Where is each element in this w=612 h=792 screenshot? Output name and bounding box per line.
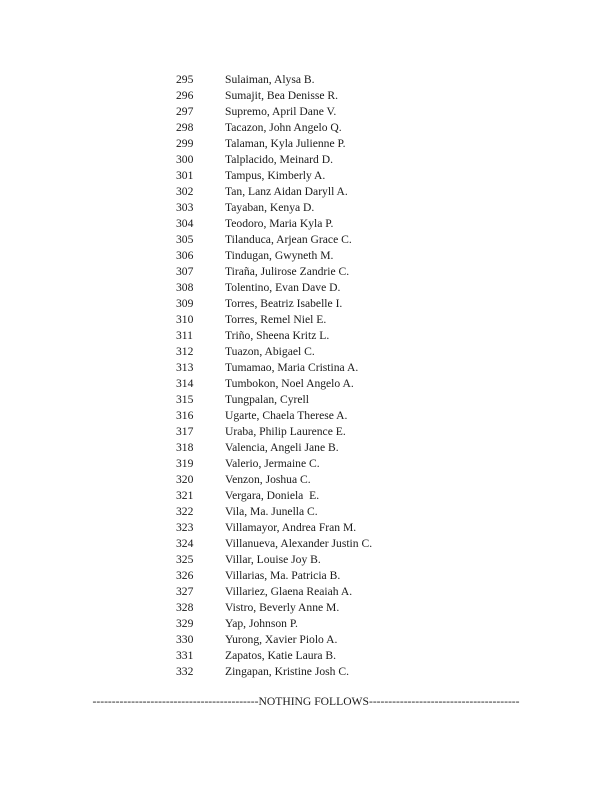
list-item: [0, 104, 612, 120]
entry-name: Torres, Remel Niel E.: [225, 313, 327, 326]
entry-number: 318: [176, 441, 194, 454]
list-item: [0, 504, 612, 520]
entry-number: 299: [176, 137, 194, 150]
entry-number: 332: [176, 665, 194, 678]
entry-number: 323: [176, 521, 194, 534]
entry-number: 304: [176, 217, 194, 230]
entry-number: 312: [176, 345, 194, 358]
entry-number: 305: [176, 233, 194, 246]
entry-name: Talplacido, Meinard D.: [225, 153, 334, 166]
entry-name: Zingapan, Kristine Josh C.: [225, 665, 349, 678]
entry-name: Zapatos, Katie Laura B.: [225, 649, 337, 662]
entry-name: Supremo, April Dane V.: [225, 105, 337, 118]
entry-number: 324: [176, 537, 194, 550]
entry-name: Vergara, Doniela E.: [225, 489, 320, 502]
entry-number: 307: [176, 265, 194, 278]
entry-number: 300: [176, 153, 194, 166]
entry-number: 309: [176, 297, 194, 310]
end-of-list-line: [72, 694, 540, 710]
list-item: [0, 584, 612, 600]
entry-number: 322: [176, 505, 194, 518]
entry-name: Tayaban, Kenya D.: [225, 201, 315, 214]
entry-number: 301: [176, 169, 194, 182]
entry-name: Tumamao, Maria Cristina A.: [225, 361, 359, 374]
entry-name: Triño, Sheena Kritz L.: [225, 329, 330, 342]
list-item: [0, 472, 612, 488]
list-item: [0, 152, 612, 168]
entry-number: 317: [176, 425, 194, 438]
entry-name: Tumbokon, Noel Angelo A.: [225, 377, 354, 390]
entry-number: 329: [176, 617, 194, 630]
list-item: [0, 88, 612, 104]
entry-number: 303: [176, 201, 194, 214]
entry-number: 331: [176, 649, 194, 662]
list-item: [0, 72, 612, 88]
entry-name: Vila, Ma. Junella C.: [225, 505, 318, 518]
list-item: [0, 616, 612, 632]
list-item: [0, 424, 612, 440]
entry-name: Tungpalan, Cyrell: [225, 393, 309, 406]
entry-name: Valencia, Angeli Jane B.: [225, 441, 339, 454]
entry-number: 315: [176, 393, 194, 406]
entry-name: Yap, Johnson P.: [225, 617, 298, 630]
entry-name: Teodoro, Maria Kyla P.: [225, 217, 334, 230]
entry-name: Villariez, Glaena Reaiah A.: [225, 585, 353, 598]
list-item: [0, 216, 612, 232]
entry-number: 302: [176, 185, 194, 198]
entry-number: 298: [176, 121, 194, 134]
list-item: [0, 536, 612, 552]
list-item: [0, 280, 612, 296]
list-item: [0, 488, 612, 504]
entry-name: Valerio, Jermaine C.: [225, 457, 320, 470]
list-item: [0, 120, 612, 136]
entry-name: Sulaiman, Alysa B.: [225, 73, 315, 86]
entry-name: Villarias, Ma. Patricia B.: [225, 569, 341, 582]
list-item: [0, 520, 612, 536]
entry-name: Ugarte, Chaela Therese A.: [225, 409, 348, 422]
list-item: [0, 664, 612, 680]
entry-name: Tan, Lanz Aidan Daryll A.: [225, 185, 348, 198]
list-item: [0, 360, 612, 376]
entry-number: 319: [176, 457, 194, 470]
list-item: [0, 376, 612, 392]
entry-number: 326: [176, 569, 194, 582]
list-item: [0, 168, 612, 184]
entry-name: Tuazon, Abigael C.: [225, 345, 315, 358]
entry-number: 330: [176, 633, 194, 646]
entry-name: Tacazon, John Angelo Q.: [225, 121, 342, 134]
list-item: [0, 232, 612, 248]
entry-name: Vistro, Beverly Anne M.: [225, 601, 340, 614]
entry-number: 328: [176, 601, 194, 614]
list-item: [0, 632, 612, 648]
list-item: [0, 328, 612, 344]
list-item: [0, 392, 612, 408]
entry-number: 321: [176, 489, 194, 502]
entry-name: Talaman, Kyla Julienne P.: [225, 137, 346, 150]
entry-name: Villar, Louise Joy B.: [225, 553, 321, 566]
entry-name: Tindugan, Gwyneth M.: [225, 249, 334, 262]
list-item: [0, 264, 612, 280]
entry-number: 295: [176, 73, 194, 86]
entry-number: 320: [176, 473, 194, 486]
entry-number: 306: [176, 249, 194, 262]
list-item: [0, 344, 612, 360]
entry-name: Uraba, Philip Laurence E.: [225, 425, 346, 438]
entry-number: 296: [176, 89, 194, 102]
entry-number: 308: [176, 281, 194, 294]
nothing-follows-label: NOTHING FOLLOWS: [258, 695, 369, 708]
footer-dashes-right: ---------------------------------------: [368, 695, 520, 708]
entry-name: Sumajit, Bea Denisse R.: [225, 89, 339, 102]
entry-name: Tiraña, Julirose Zandrie C.: [225, 265, 350, 278]
entry-name: Torres, Beatriz Isabelle I.: [225, 297, 343, 310]
entry-name: Villanueva, Alexander Justin C.: [225, 537, 373, 550]
list-item: [0, 184, 612, 200]
list-item: [0, 408, 612, 424]
list-item: [0, 200, 612, 216]
entry-number: 313: [176, 361, 194, 374]
entry-name: Tampus, Kimberly A.: [225, 169, 326, 182]
entry-number: 297: [176, 105, 194, 118]
list-item: [0, 552, 612, 568]
entry-name: Tolentino, Evan Dave D.: [225, 281, 341, 294]
entry-number: 310: [176, 313, 194, 326]
footer-dashes-left: -------------------------------------------: [92, 695, 259, 708]
entry-number: 327: [176, 585, 194, 598]
entry-number: 314: [176, 377, 194, 390]
list-item: [0, 312, 612, 328]
name-list: [0, 72, 612, 680]
list-item: [0, 136, 612, 152]
entry-number: 311: [176, 329, 193, 342]
entry-name: Tilanduca, Arjean Grace C.: [225, 233, 352, 246]
entry-number: 325: [176, 553, 194, 566]
list-item: [0, 248, 612, 264]
entry-number: 316: [176, 409, 194, 422]
entry-name: Villamayor, Andrea Fran M.: [225, 521, 357, 534]
entry-name: Yurong, Xavier Piolo A.: [225, 633, 338, 646]
list-item: [0, 600, 612, 616]
list-item: [0, 648, 612, 664]
list-item: [0, 440, 612, 456]
entry-name: Venzon, Joshua C.: [225, 473, 311, 486]
list-item: [0, 568, 612, 584]
list-item: [0, 296, 612, 312]
list-item: [0, 456, 612, 472]
